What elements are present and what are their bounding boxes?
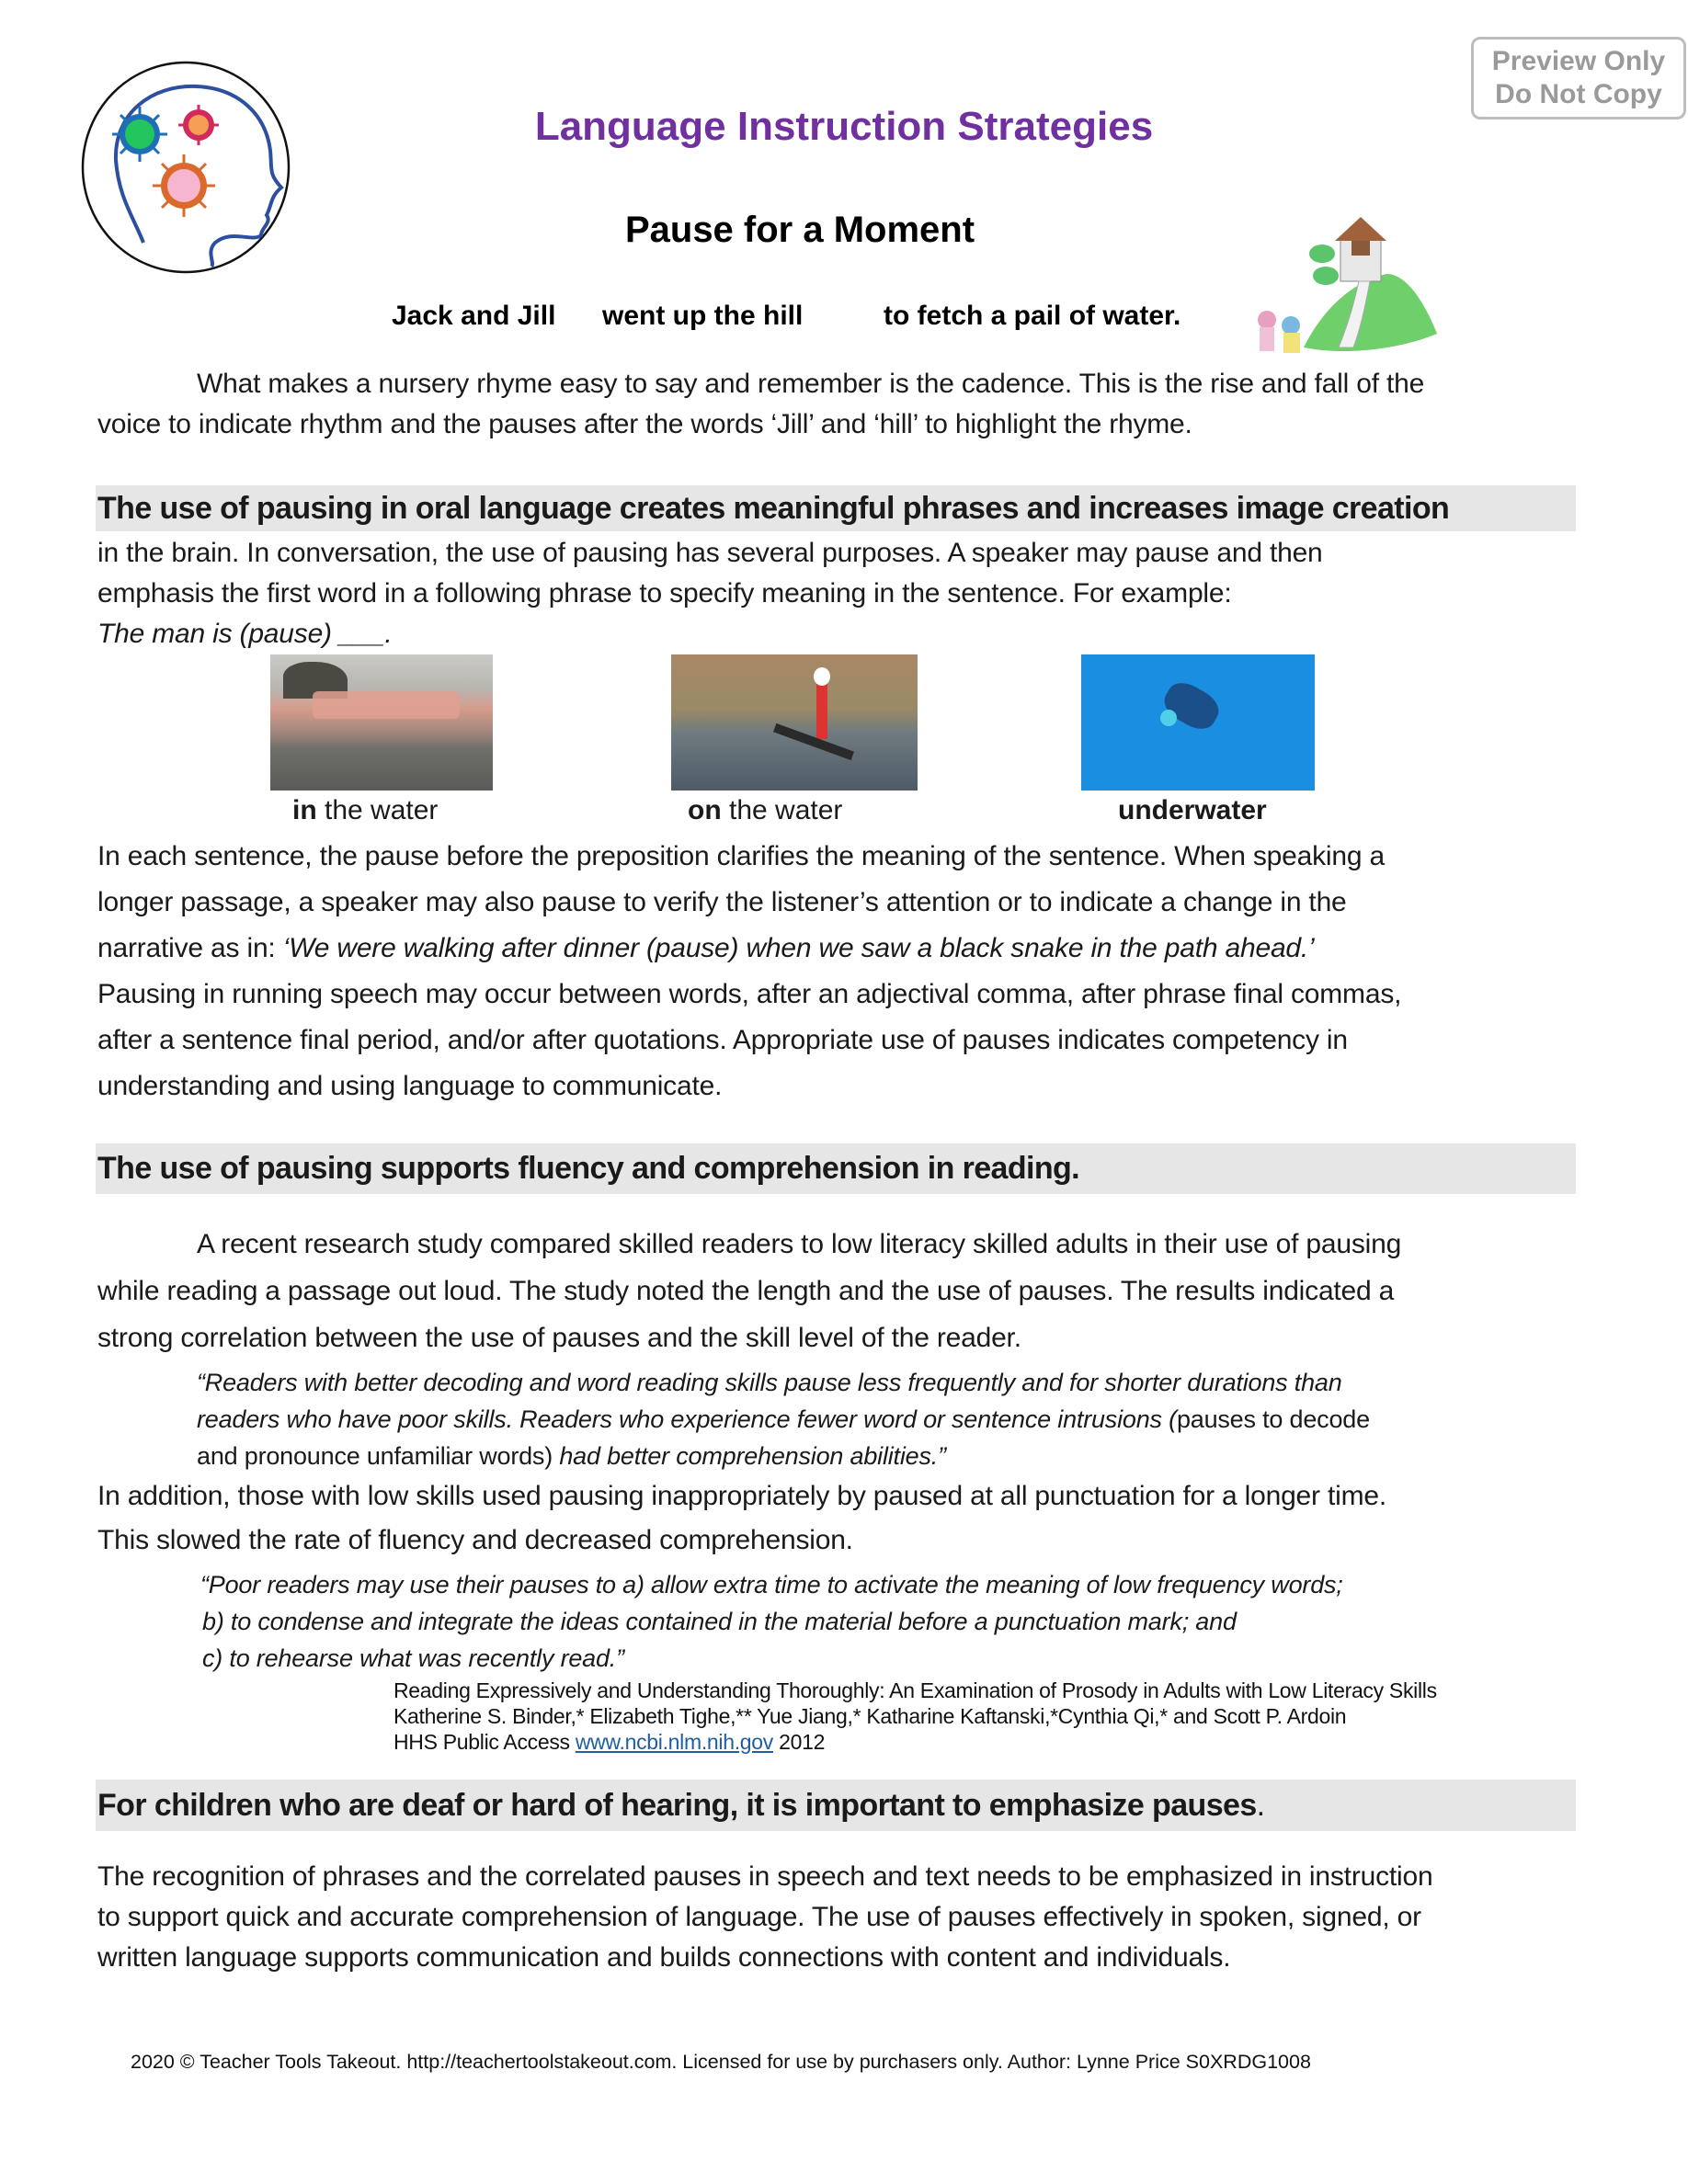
citation-year: 2012: [773, 1730, 826, 1754]
quote-1-line-1: “Readers with better decoding and word reading skills pause less frequently and for shorter durations than: [197, 1369, 1342, 1396]
narrative-quote: ‘We were walking after dinner (pause) when we saw a black snake in the path ahead.’: [282, 933, 1315, 963]
section-1-para-line-3: [97, 932, 1315, 965]
caption-in-the-water: [292, 794, 438, 827]
scuba-diver-photo: [1081, 654, 1315, 791]
caption-bold: on: [688, 795, 722, 825]
caption-underwater: [1118, 794, 1267, 827]
example-sentence: The man is (pause) ___.: [97, 619, 393, 649]
caption-rest: the water: [721, 795, 843, 825]
rhyme-phrase-2: went up the hill: [602, 301, 804, 331]
section-3-heading-period: .: [1256, 1788, 1265, 1823]
section-1-para-line-6: understanding and using language to communicate.: [97, 1071, 723, 1101]
section-1-para-line-5: after a sentence final period, and/or after quotations. Appropriate use of pauses indicates competency in: [97, 1025, 1348, 1055]
rhyme-phrase-1: Jack and Jill: [392, 301, 556, 331]
caption-bold: in: [292, 795, 317, 825]
caption-on-the-water: [688, 794, 842, 827]
watermark-line-2: Do Not Copy: [1495, 79, 1662, 109]
citation-title: Reading Expressively and Understanding Thoroughly: An Examination of Prosody in Adults with Low Literacy Skills: [393, 1678, 1437, 1702]
section-2-line-2: while reading a passage out loud. The study noted the length and the use of pauses. The results indicated a: [97, 1276, 1395, 1306]
section-1-heading: The use of pausing in oral language creates meaningful phrases and increases image creation: [97, 491, 1450, 526]
section-1-para-line-4: Pausing in running speech may occur between words, after an adjectival comma, after phrase final commas,: [97, 979, 1402, 1009]
people-in-water-photo: [270, 654, 493, 791]
quote-2-line-1: “Poor readers may use their pauses to a) allow extra time to activate the meaning of low frequency words;: [200, 1571, 1343, 1598]
section-2-line-1: A recent research study compared skilled readers to low literacy skilled adults in their use of pausing: [197, 1229, 1402, 1259]
section-3-heading-text: For children who are deaf or hard of hearing, it is important to emphasize pauses: [97, 1788, 1257, 1823]
quote-2-line-2: b) to condense and integrate the ideas contained in the material before a punctuation mark; and: [202, 1608, 1237, 1635]
citation-link[interactable]: www.ncbi.nlm.nih.gov: [575, 1730, 773, 1754]
narrative-prefix: narrative as in:: [97, 933, 283, 963]
quote-1-line-2-normal: pauses to decode: [1176, 1405, 1370, 1433]
quote-1-line-3: [197, 1441, 946, 1471]
section-2-heading: The use of pausing supports fluency and comprehension in reading.: [97, 1151, 1080, 1186]
page-title: Language Instruction Strategies: [534, 104, 1154, 149]
intro-line-2: voice to indicate rhythm and the pauses after the words ‘Jill’ and ‘hill’ to highlight the rhyme.: [97, 409, 1192, 439]
citation-source: [393, 1730, 825, 1754]
watermark-line-1: Preview Only: [1491, 46, 1666, 76]
quote-1-line-2: [197, 1405, 1370, 1434]
section-1-line-1: in the brain. In conversation, the use of pausing has several purposes. A speaker may pause and then: [97, 538, 1323, 568]
page-subtitle: Pause for a Moment: [624, 210, 975, 250]
intro-line-1: What makes a nursery rhyme easy to say and remember is the cadence. This is the rise and fall of the: [197, 369, 1425, 399]
section-2-line-4: In addition, those with low skills used pausing inappropriately by paused at all punctuation for a longer time.: [97, 1481, 1386, 1511]
well-on-hill-illustration: [1249, 210, 1442, 357]
rhyme-phrase-3: to fetch a pail of water.: [884, 301, 1181, 331]
section-3-line-3: written language supports communication and builds connections with content and individuals.: [97, 1942, 1231, 1973]
section-3-line-1: The recognition of phrases and the correlated pauses in speech and text needs to be emphasized in instruction: [97, 1861, 1433, 1892]
water-skier-photo: [671, 654, 918, 791]
caption-rest: the water: [316, 795, 439, 825]
quote-1-line-3-italic: had better comprehension abilities.”: [559, 1442, 946, 1470]
citation-authors: Katherine S. Binder,* Elizabeth Tighe,** Yue Jiang,* Katharine Kaftanski,*Cynthia Qi,* and Scott P. Ardoin: [393, 1704, 1347, 1728]
quote-1-line-3-normal: and pronounce unfamiliar words): [197, 1442, 560, 1470]
section-1-para-line-1: In each sentence, the pause before the preposition clarifies the meaning of the sentence. When speaking a: [97, 841, 1385, 871]
quote-1-line-2-italic: readers who have poor skills. Readers who experience fewer word or sentence intrusions (: [197, 1405, 1177, 1433]
section-3-heading: [97, 1787, 1265, 1824]
citation-source-prefix: HHS Public Access: [393, 1730, 576, 1754]
section-2-line-3: strong correlation between the use of pauses and the skill level of the reader.: [97, 1323, 1021, 1353]
section-1-line-2: emphasis the first word in a following phrase to specify meaning in the sentence. For example:: [97, 578, 1232, 609]
quote-2-line-3: c) to rehearse what was recently read.”: [202, 1644, 624, 1672]
footer-copyright: 2020 © Teacher Tools Takeout. http://teachertoolstakeout.com. Licensed for use by purchasers only. Author: Lynne Price S0XRDG1008: [131, 2051, 1311, 2073]
section-3-line-2: to support quick and accurate comprehension of language. The use of pauses effectively in spoken, signed, or: [97, 1902, 1421, 1932]
section-1-para-line-2: longer passage, a speaker may also pause to verify the listener’s attention or to indicate a change in the: [97, 887, 1347, 917]
section-2-line-5: This slowed the rate of fluency and decreased comprehension.: [97, 1525, 853, 1555]
caption-bold: underwater: [1118, 795, 1267, 825]
